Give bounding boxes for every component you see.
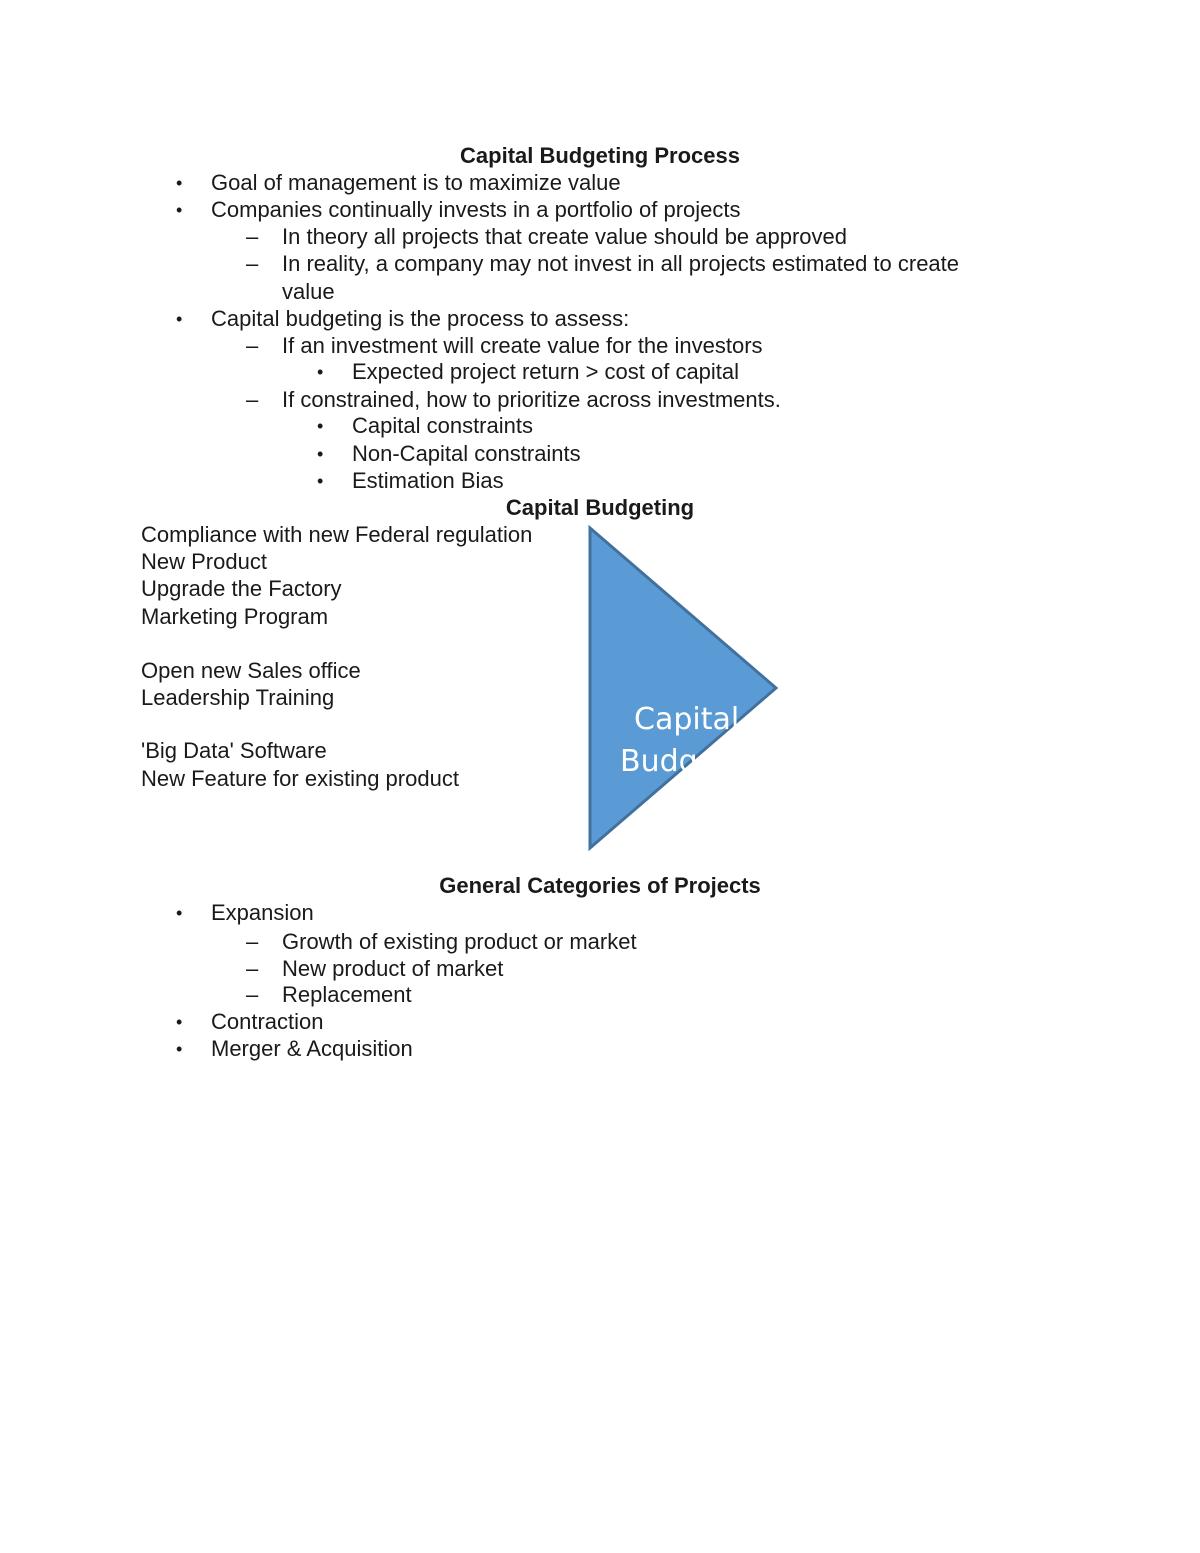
project-item: New Feature for existing product: [141, 766, 459, 791]
list-item: Estimation Bias: [352, 468, 504, 493]
list-item: Merger & Acquisition: [211, 1036, 413, 1061]
triangle-label-line1: Capital: [634, 702, 740, 737]
list-item: In theory all projects that create value should be approved: [282, 224, 848, 249]
section-title-capital-budgeting-process: Capital Budgeting Process: [460, 143, 740, 168]
section-title-general-categories: General Categories of Projects: [439, 873, 761, 898]
capital-budgeting-triangle: [580, 520, 790, 860]
list-item: Capital constraints: [352, 413, 533, 438]
section-title-capital-budgeting: Capital Budgeting: [505, 495, 695, 520]
list-item: If constrained, how to prioritize across investments.: [282, 387, 781, 412]
bullet-marker: •: [176, 200, 183, 220]
dash-marker: –: [246, 333, 259, 358]
project-item: Marketing Program: [141, 604, 329, 629]
dash-marker: –: [246, 224, 259, 249]
list-item: Goal of management is to maximize value: [211, 170, 621, 195]
list-item: Growth of existing product or market: [282, 929, 637, 954]
list-item: In reality, a company may not invest in all projects estimated to create: [282, 251, 960, 276]
project-item: Leadership Training: [141, 685, 335, 710]
list-item: Non-Capital constraints: [352, 441, 581, 466]
triangle-label-line2: Budgeting: [620, 744, 775, 779]
bullet-marker: •: [317, 444, 324, 464]
project-item: Compliance with new Federal regulation: [141, 522, 533, 547]
dash-marker: –: [246, 251, 259, 276]
project-item: Open new Sales office: [141, 658, 361, 683]
list-item-continuation: value: [282, 279, 335, 304]
dash-marker: –: [246, 982, 259, 1007]
list-item: New product of market: [282, 956, 504, 981]
list-item: Contraction: [211, 1009, 324, 1034]
bullet-marker: •: [176, 1012, 183, 1032]
bullet-marker: •: [176, 173, 183, 193]
list-item: Companies continually invests in a portfolio of projects: [211, 197, 741, 222]
project-item: 'Big Data' Software: [141, 738, 327, 763]
bullet-marker: •: [317, 416, 324, 436]
list-item: Replacement: [282, 982, 412, 1007]
triangle-shape: [590, 528, 776, 848]
list-item: Expansion: [211, 900, 314, 925]
dash-marker: –: [246, 929, 259, 954]
project-item: Upgrade the Factory: [141, 576, 342, 601]
bullet-marker: •: [176, 903, 183, 923]
list-item: If an investment will create value for the investors: [282, 333, 763, 358]
dash-marker: –: [246, 387, 259, 412]
list-item: Expected project return > cost of capital: [352, 359, 740, 384]
project-item: New Product: [141, 549, 267, 574]
bullet-marker: •: [176, 309, 183, 329]
bullet-marker: •: [317, 362, 324, 382]
dash-marker: –: [246, 956, 259, 981]
bullet-marker: •: [317, 471, 324, 491]
list-item: Capital budgeting is the process to assess:: [211, 306, 630, 331]
bullet-marker: •: [176, 1039, 183, 1059]
